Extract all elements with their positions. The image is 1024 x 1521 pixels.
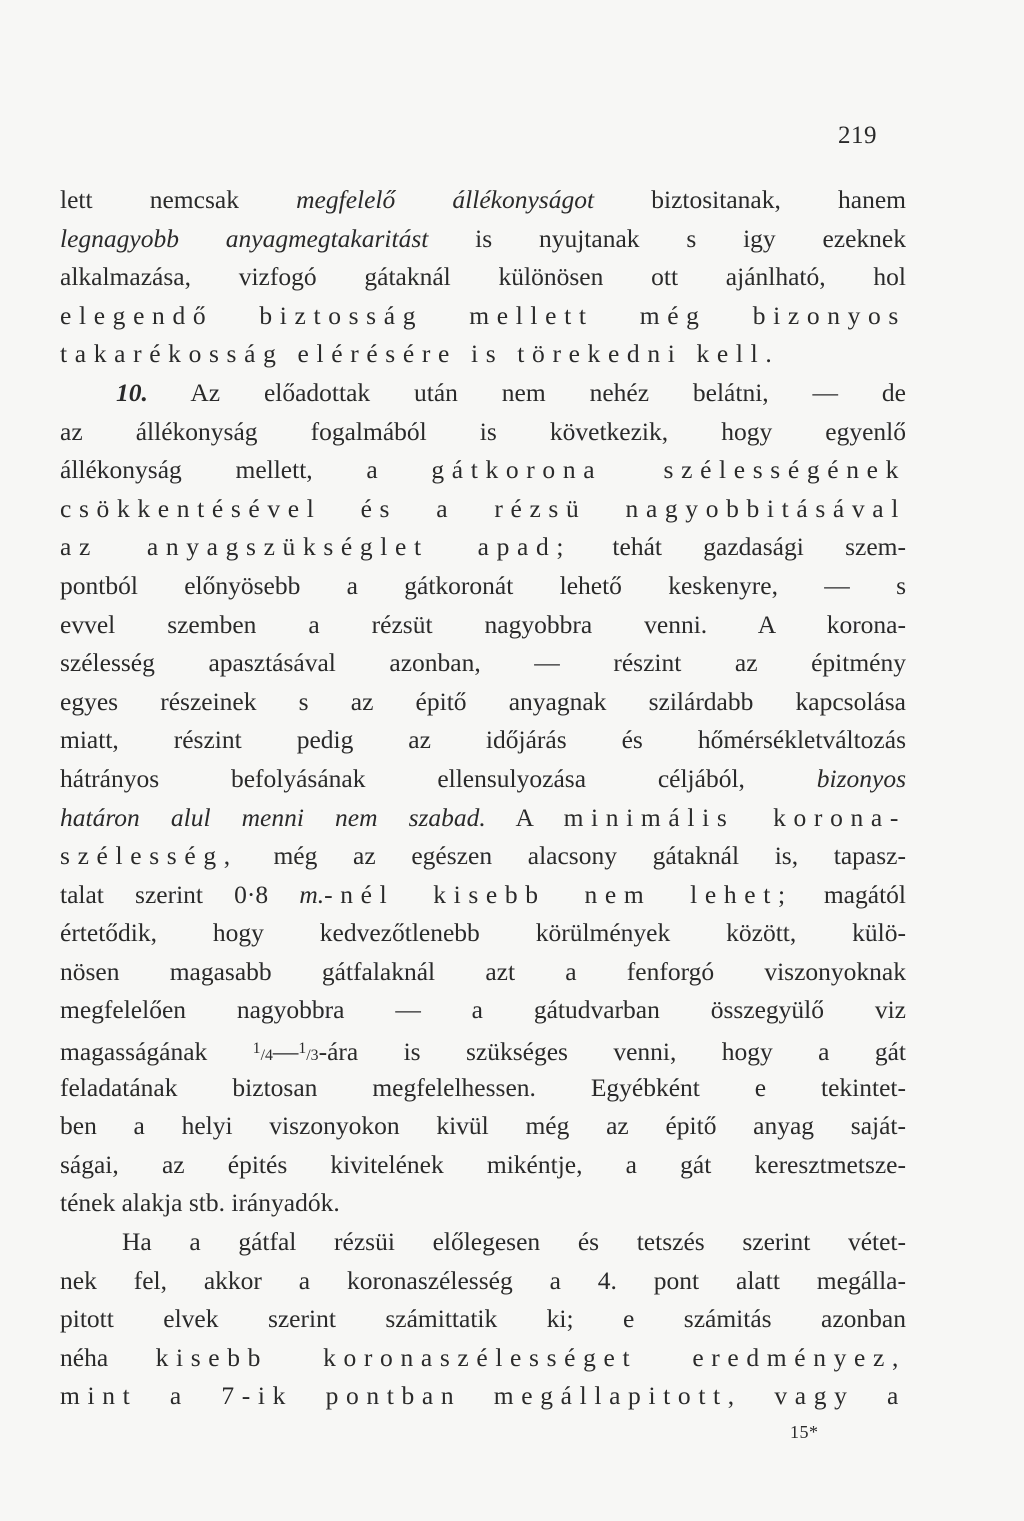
spaced-text-line: csökkentésével és a rézsü nagyobbitásával [60,493,906,523]
spaced-text: kisebb koronaszélességet eredményez, [155,1342,907,1372]
fraction-denominator: /3 [306,1047,319,1065]
emphasis-text: határon alul menni nem szabad. [60,802,486,832]
text-run: biztositanak, hanem [594,185,906,214]
spaced-text: minimális korona- [563,802,906,832]
spaced-text-line: mint a 7-ik pontban megállapitott, vagy a [60,1381,906,1411]
text-line: ságai, az épités kivitelének mikéntje, a gát keresztmetsze- [60,1149,906,1179]
text-line: evvel szemben a rézsüt nagyobbra venni. A korona- [60,609,906,639]
text-line: nek fel, akkor a koronaszélesség a 4. pont alatt megálla- [60,1265,906,1295]
text-run: néha [60,1342,156,1372]
fraction-denominator: /4 [260,1047,273,1065]
section-number: 10. [116,377,148,407]
text-line: ben a helyi viszonyokon kivül még az épitő anyag saját- [60,1111,906,1141]
text-line [60,374,906,413]
text-run: is nyujtanak s igy ezeknek [428,223,906,253]
text-run: lett nemcsak [60,185,297,214]
text-line: megfelelően nagyobbra — a gátudvarban összegyülő viz [60,995,906,1025]
text-run: hátrányos befolyásának ellensulyozása céljából, [60,763,817,793]
page-number: 219 [838,122,877,149]
emphasis-text: megfelelő állékonyságot [296,185,595,214]
text-run: -ára is szükséges venni, hogy a gát [318,1037,906,1067]
emphasis-text: bizonyos [816,763,906,793]
spaced-text: -nél kisebb nem lehet; [324,879,793,909]
text-line: miatt, részint pedig az időjárás és hőmérsékletváltozás [60,725,906,755]
text-line [60,799,906,838]
signature-mark: 15* [790,1422,819,1442]
text-line [60,760,906,799]
fraction-numerator: 1 [298,1040,307,1058]
text-run: tehát gazdasági szem- [571,532,906,562]
spaced-text: gátkorona szélességének [431,455,906,485]
text-line: Ha a gátfal rézsüi előlegesen és tetszés szerint vétet- [122,1227,906,1257]
text-run: — [272,1037,299,1067]
text-line [60,876,906,915]
text-line: szélesség apasztásával azonban, — részint az épitmény [60,648,906,678]
text-line [60,181,906,220]
emphasis-text: m. [299,879,325,909]
text-line: pitott elvek szerint számittatik ki; e számitás azonban [60,1304,906,1334]
text-line [60,1339,906,1378]
text-run: A [485,802,564,832]
text-run: magától [792,879,906,909]
text-line: feladatának biztosan megfelelhessen. Egyébként e tekintet- [60,1072,906,1102]
text-line [60,528,906,567]
text-line [60,1030,906,1069]
spaced-text-line: elegendő biztosság mellett még bizonyos [60,300,906,330]
body-text [60,181,906,1416]
text-line: alkalmazása, vizfogó gátaknál különösen ott ajánlható, hol [60,262,906,292]
text-line: tének alakja stb. irányadók. [60,1188,340,1218]
text-run: talat szerint 0·8 [60,879,300,909]
text-run: magasságának [60,1037,253,1067]
text-line: pontból előnyösebb a gátkoronát lehető keskenyre, — s [60,570,906,600]
text-line: az állékonyság fogalmából is következik, hogy egyenlő [60,416,906,446]
text-line [60,220,906,259]
text-line: egyes részeinek s az épitő anyagnak szilárdabb kapcsolása [60,686,906,716]
text-run: még az egészen alacsony gátaknál is, tapasz- [237,841,906,871]
emphasis-text: legnagyobb anyagmegtakaritást [60,223,429,253]
text-run: állékonyság mellett, a [60,455,432,485]
text-line: nösen magasabb gátfalaknál azt a fenforgó viszonyoknak [60,956,906,986]
text-run: Az előadottak után nem nehéz belátni, — de [147,377,906,407]
text-line [60,451,906,490]
spaced-text-line: takarékosság elérésére is törekedni kell. [60,339,780,369]
fraction-numerator: 1 [252,1040,261,1058]
spaced-text: az anyagszükséglet apad; [60,532,572,562]
text-line [60,837,906,876]
text-line: értetődik, hogy kedvezőtlenebb körülmények között, külö- [60,918,906,948]
spaced-text: szélesség, [60,841,238,871]
